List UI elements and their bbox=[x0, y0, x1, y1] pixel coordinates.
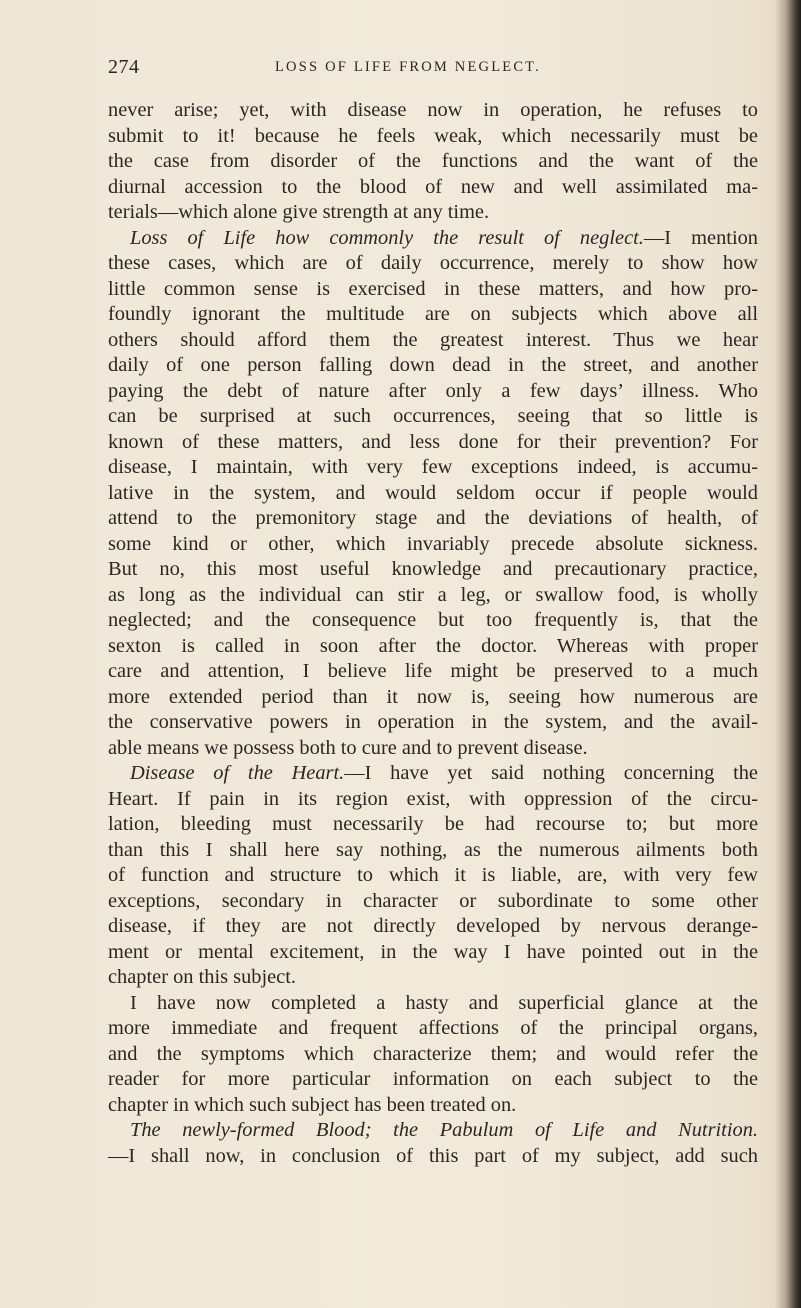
text-line bbox=[108, 455, 758, 481]
line-text: the conservative powers in operation in the system, and the avail- bbox=[108, 711, 758, 733]
text-line bbox=[108, 914, 758, 940]
section-heading: The newly-formed Blood; the Pabulum of Life and Nutrition. bbox=[130, 1119, 758, 1141]
line-text: lation, bleeding must necessarily be had recourse to; but more bbox=[108, 813, 758, 835]
line-text: more immediate and frequent affections of the principal organs, bbox=[108, 1017, 758, 1039]
text-line bbox=[108, 1067, 758, 1093]
line-text: of function and structure to which it is liable, are, with very few bbox=[108, 864, 758, 886]
text-line bbox=[108, 863, 758, 889]
text-line bbox=[108, 175, 758, 201]
line-text: some kind or other, which invariably precede absolute sickness. bbox=[108, 532, 758, 555]
line-text: paying the debt of nature after only a few days’ illness. Who bbox=[108, 379, 758, 402]
text-line bbox=[108, 940, 758, 966]
page-number: 274 bbox=[108, 56, 140, 78]
line-text: the case from disorder of the functions and the want of the bbox=[108, 150, 758, 172]
text-line bbox=[108, 226, 758, 252]
body-text bbox=[108, 98, 758, 1169]
line-text: known of these matters, and less done for their prevention? For bbox=[108, 430, 758, 453]
line-text: —I have yet said nothing concerning the bbox=[344, 762, 758, 784]
line-text: and the symptoms which characterize them; and would refer the bbox=[108, 1042, 758, 1065]
text-line bbox=[108, 98, 758, 124]
line-text: —I mention bbox=[643, 226, 758, 249]
text-line bbox=[108, 991, 758, 1017]
line-text: exceptions, secondary in character or subordinate to some other bbox=[108, 889, 758, 912]
line-text: submit to it! because he feels weak, which necessarily must be bbox=[108, 124, 758, 147]
text-line bbox=[108, 200, 758, 226]
text-line bbox=[108, 965, 758, 991]
line-text: can be surprised at such occurrences, seeing that so little is bbox=[108, 405, 758, 427]
line-text: Heart. If pain in its region exist, with oppression of the circu- bbox=[108, 787, 758, 810]
text-line bbox=[108, 379, 758, 405]
line-text: disease, if they are not directly developed by nervous derange- bbox=[108, 915, 758, 937]
text-line bbox=[108, 1042, 758, 1068]
text-line bbox=[108, 1016, 758, 1042]
line-text: reader for more particular information on each subject to the bbox=[108, 1068, 758, 1090]
text-line bbox=[108, 557, 758, 583]
line-text: —I shall now, in conclusion of this part of my subject, add such bbox=[108, 1144, 758, 1167]
text-line bbox=[108, 353, 758, 379]
line-text: foundly ignorant the multitude are on subjects which above all bbox=[108, 303, 758, 325]
text-line bbox=[108, 124, 758, 150]
text-line bbox=[108, 608, 758, 634]
text-line bbox=[108, 889, 758, 915]
page-header bbox=[108, 56, 758, 80]
line-text: than this I shall here say nothing, as the numerous ailments both bbox=[108, 838, 758, 861]
text-line bbox=[108, 583, 758, 609]
line-text: terials—which alone give strength at any time. bbox=[108, 201, 490, 223]
text-line bbox=[108, 328, 758, 354]
text-line bbox=[108, 1093, 758, 1119]
line-text: care and attention, I believe life might be preserved to a much bbox=[108, 660, 758, 682]
text-line bbox=[108, 685, 758, 711]
text-line bbox=[108, 1144, 758, 1170]
text-line bbox=[108, 761, 758, 787]
section-heading: Disease of the Heart. bbox=[130, 762, 345, 784]
running-head: LOSS OF LIFE FROM NEGLECT. bbox=[275, 59, 541, 75]
line-text: disease, I maintain, with very few exceptions indeed, is accumu- bbox=[108, 456, 758, 478]
binding-shadow bbox=[775, 0, 801, 1308]
line-text: never arise; yet, with disease now in operation, he refuses to bbox=[108, 99, 758, 121]
line-text: these cases, which are of daily occurrence, merely to show how bbox=[108, 252, 758, 274]
line-text: sexton is called in soon after the doctor. Whereas with proper bbox=[108, 634, 758, 657]
text-line bbox=[108, 277, 758, 303]
text-line bbox=[108, 302, 758, 328]
text-line bbox=[108, 506, 758, 532]
text-line bbox=[108, 812, 758, 838]
line-text: I have now completed a hasty and superficial glance at the bbox=[130, 991, 758, 1014]
text-line bbox=[108, 532, 758, 558]
text-line bbox=[108, 1118, 758, 1144]
text-line bbox=[108, 430, 758, 456]
line-text: as long as the individual can stir a leg, or swallow food, is wholly bbox=[108, 583, 758, 606]
line-text: diurnal accession to the blood of new and well assimilated ma- bbox=[108, 175, 758, 198]
line-text: able means we possess both to cure and to prevent disease. bbox=[108, 736, 588, 759]
text-line bbox=[108, 838, 758, 864]
text-line bbox=[108, 149, 758, 175]
line-text: neglected; and the consequence but too frequently is, that the bbox=[108, 609, 758, 631]
line-text: ment or mental excitement, in the way I have pointed out in the bbox=[108, 940, 758, 963]
line-text: chapter in which such subject has been treated on. bbox=[108, 1093, 517, 1116]
line-text: chapter on this subject. bbox=[108, 966, 296, 988]
section-heading: Loss of Life how commonly the result of neglect. bbox=[130, 226, 644, 249]
line-text: more extended period than it now is, seeing how numerous are bbox=[108, 685, 758, 708]
text-line bbox=[108, 404, 758, 430]
text-line bbox=[108, 659, 758, 685]
text-line bbox=[108, 634, 758, 660]
line-text: attend to the premonitory stage and the deviations of health, of bbox=[108, 507, 758, 529]
text-line bbox=[108, 710, 758, 736]
text-line bbox=[108, 736, 758, 762]
text-line bbox=[108, 251, 758, 277]
text-line bbox=[108, 787, 758, 813]
line-text: daily of one person falling down dead in the street, and another bbox=[108, 354, 758, 376]
line-text: lative in the system, and would seldom occur if people would bbox=[108, 481, 758, 504]
text-line bbox=[108, 481, 758, 507]
line-text: little common sense is exercised in these matters, and how pro- bbox=[108, 277, 758, 300]
line-text: others should afford them the greatest interest. Thus we hear bbox=[108, 328, 758, 351]
line-text: But no, this most useful knowledge and precautionary practice, bbox=[108, 558, 758, 580]
